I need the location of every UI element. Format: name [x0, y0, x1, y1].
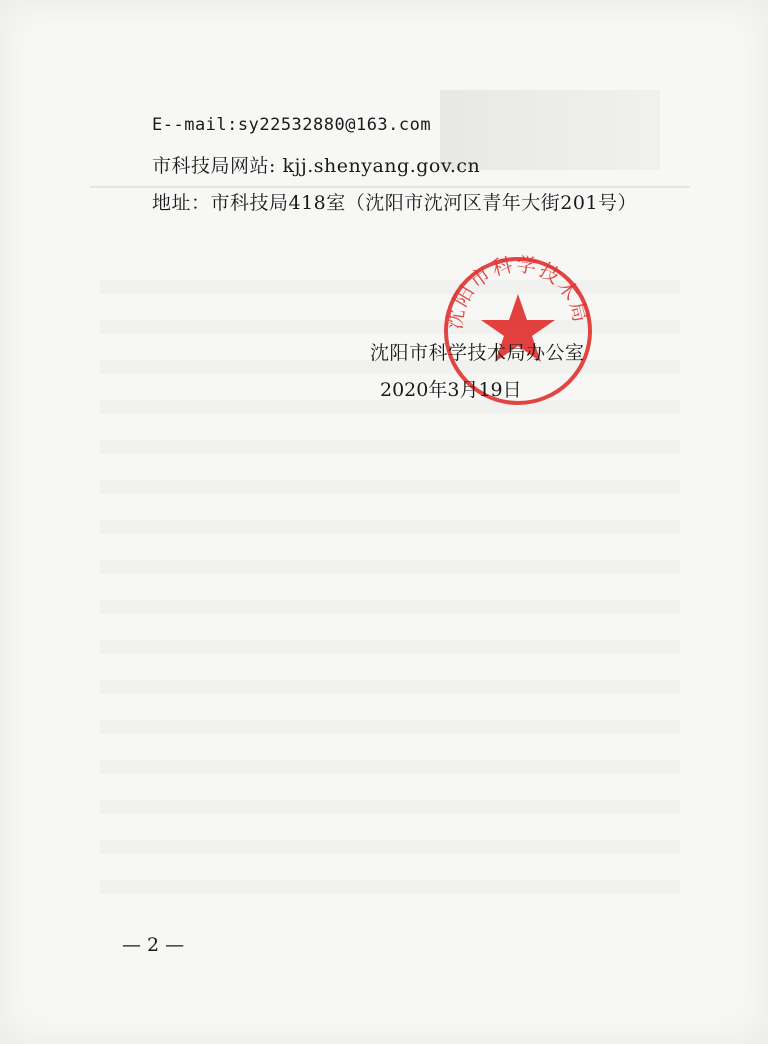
svg-text:沈阳市科学技术局: 沈阳市科学技术局	[444, 254, 592, 331]
address-line: 地址：市科技局418室（沈阳市沈河区青年大街201号）	[152, 192, 638, 214]
email-line: E--mail:sy22532880@163.com	[152, 115, 432, 135]
issue-date: 2020年3月19日	[380, 379, 522, 401]
website-line: 市科技局网站: kjj.shenyang.gov.cn	[152, 155, 481, 177]
page-number: — 2 —	[122, 934, 185, 956]
issuing-office: 沈阳市科学技术局办公室	[370, 342, 585, 364]
